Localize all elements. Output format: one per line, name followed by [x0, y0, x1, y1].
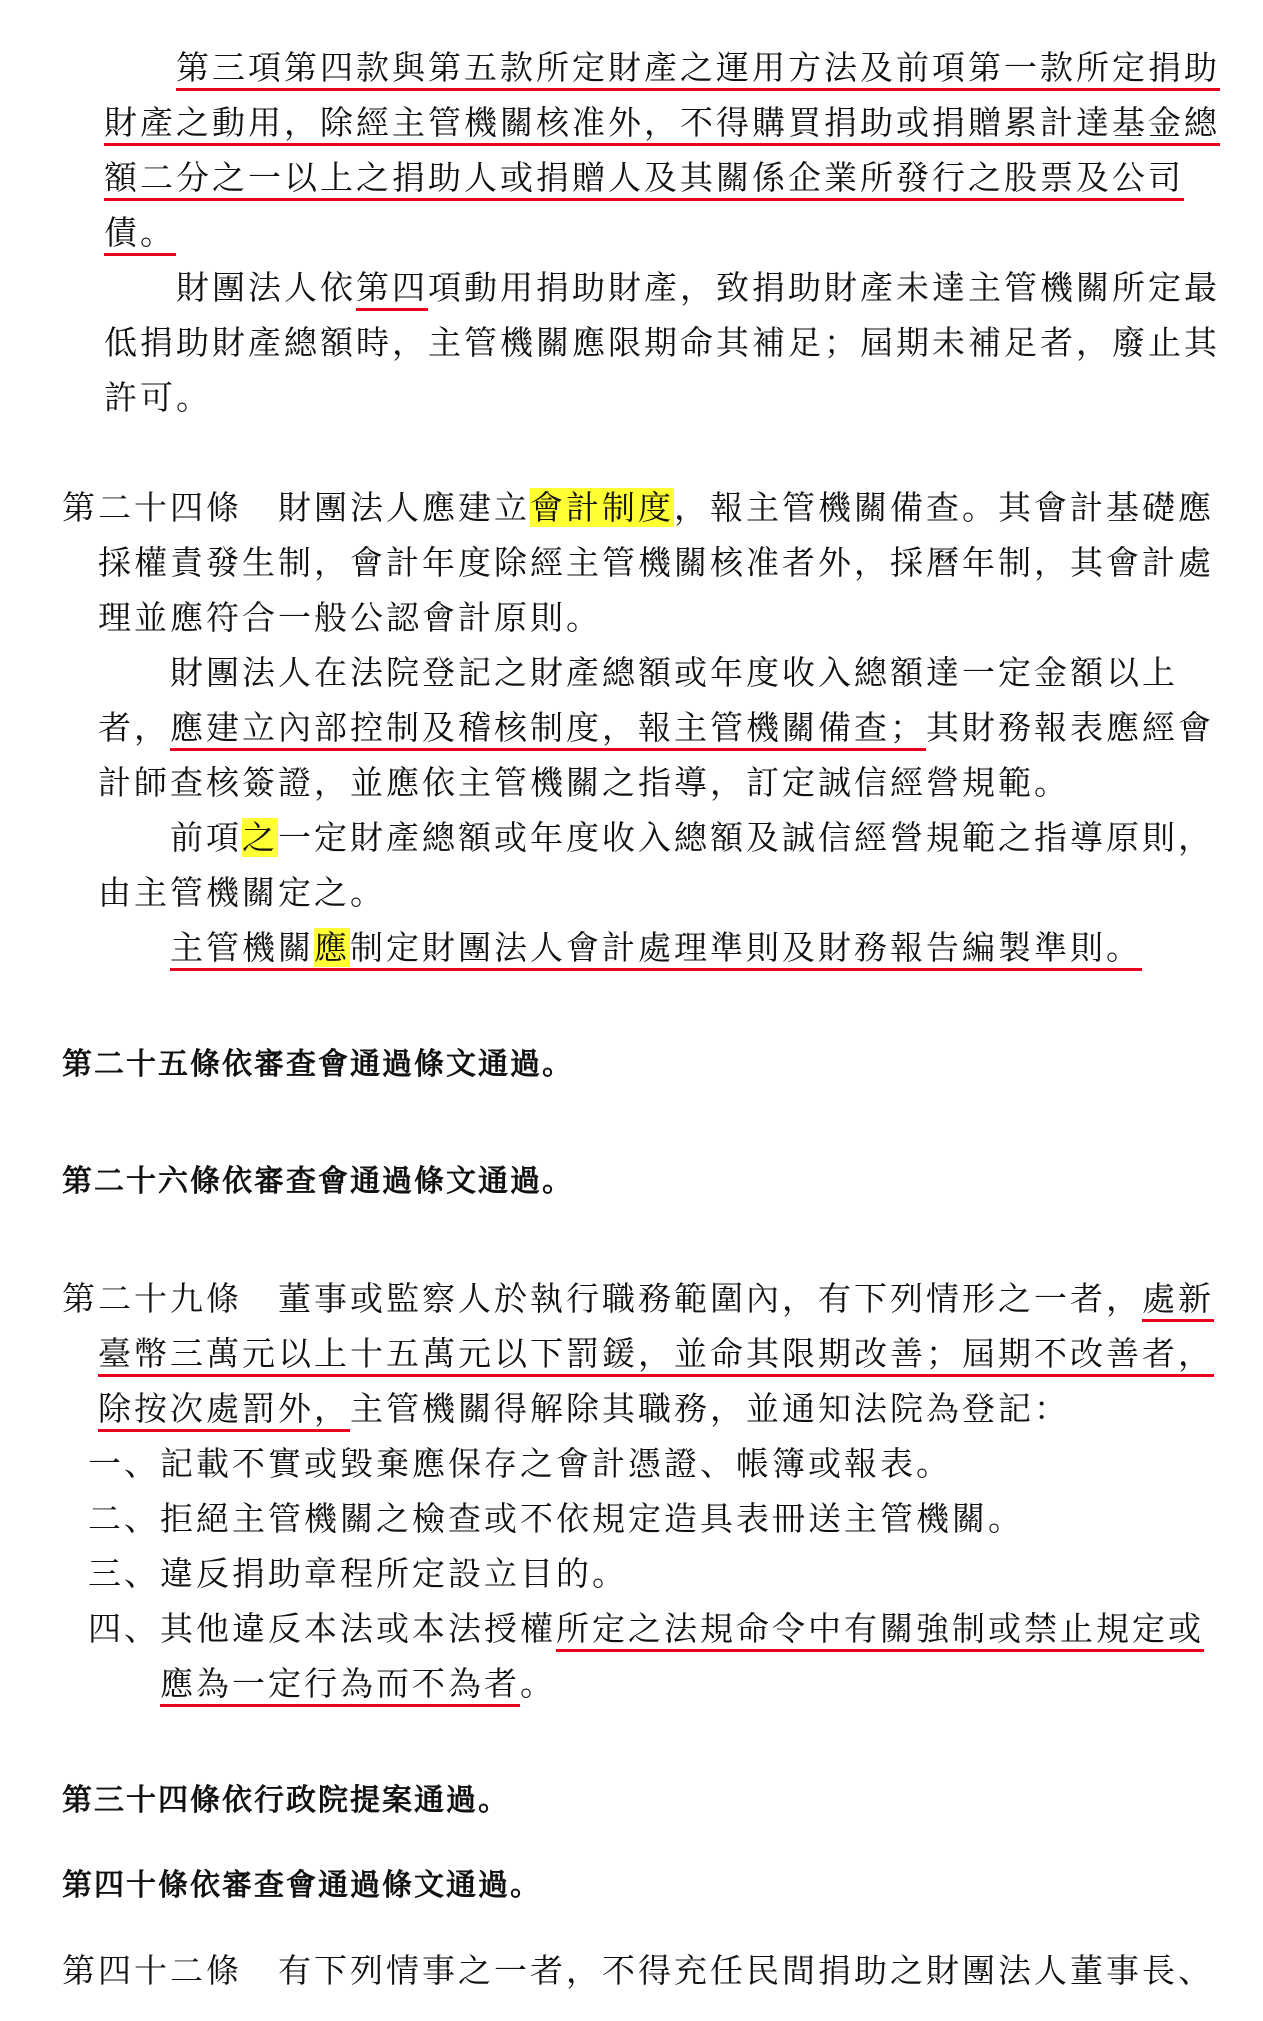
heading-article-25: 第二十五條依審查會通過條文通過。 [62, 1047, 574, 1082]
heading-article-26: 第二十六條依審查會通過條文通過。 [62, 1164, 574, 1199]
article-24-para-1: 第二十四條 財團法人應建立會計制度，報主管機關備查。其會計基礎應採權責發生制，會計年度除經主管機關核准者外，採曆年制，其會計處理並應符合一般公認會計原則。 [62, 488, 1214, 637]
list-item: 三、違反捐助章程所定設立目的。 [88, 1554, 628, 1593]
heading-article-34: 第三十四條依行政院提案通過。 [62, 1783, 510, 1818]
article-24-para-4 [62, 920, 1233, 975]
heading-article-40: 第四十條依審查會通過條文通過。 [62, 1868, 542, 1903]
highlighted-text: 會計制度 [530, 488, 674, 527]
underlined-text: 處新臺幣三萬元以上十五萬元以下罰鍰，並命其限期改善；屆期不改善者，除按次處罰外， [98, 1279, 1214, 1428]
underlined-text: 主管機關應制定財團法人會計處理準則及財務報告編製準則。 [170, 928, 1142, 967]
underlined-period: 。 [140, 213, 176, 252]
paragraph-asset-shortfall: 財團法人依第四項動用捐助財產，致捐助財產未達主管機關所定最低捐助財產總額時，主管機關應限期命其補足；屆期未補足者，廢止其許可。 [104, 268, 1220, 417]
article-24-para-3: 前項之一定財產總額或年度收入總額及誠信經營規範之指導原則，由主管機關定之。 [98, 818, 1214, 912]
underlined-text: 所定之法規命令中有關強制或禁止規定或應為一定行為而不為者 [160, 1609, 1204, 1703]
paragraph-asset-use [62, 40, 1233, 260]
underlined-text: 應建立內部控制及稽核制度，報主管機關備查； [170, 708, 926, 747]
article-29-intro: 第二十九條 董事或監察人於執行職務範圍內，有下列情形之一者，處新臺幣三萬元以上十五萬元以下罰鍰，並命其限期改善；屆期不改善者，除按次處罰外，主管機關得解除其職務，並通知法院為登記： [62, 1279, 1214, 1428]
underlined-text: 第三項第四款與第五款所定財產之運用方法及前項第一款所定捐助財產之動用，除經主管機關核准外，不得購買捐助或捐贈累計達基金總額二分之一以上之捐助人或捐贈人及其關係企業所發行之股票及公司債 [104, 48, 1220, 252]
list-item: 四、其他違反本法或本法授權所定之法規命令中有關強制或禁止規定或應為一定行為而不為者。 [88, 1609, 1204, 1703]
list-item: 一、記載不實或毀棄應保存之會計憑證、帳簿或報表。 [88, 1444, 952, 1483]
article-24-para-2: 財團法人在法院登記之財產總額或年度收入總額達一定金額以上者，應建立內部控制及稽核制度，報主管機關備查；其財務報表應經會計師查核簽證，並應依主管機關之指導，訂定誠信經營規範。 [98, 653, 1214, 802]
highlighted-text: 之 [242, 818, 278, 857]
list-item: 二、拒絕主管機關之檢查或不依規定造具表冊送主管機關。 [88, 1499, 1024, 1538]
underlined-text: 第四 [356, 268, 428, 307]
article-42-intro: 第四十二條 有下列情事之一者，不得充任民間捐助之財團法人董事長、 [62, 1951, 1214, 1990]
highlighted-text: 應 [314, 928, 350, 967]
